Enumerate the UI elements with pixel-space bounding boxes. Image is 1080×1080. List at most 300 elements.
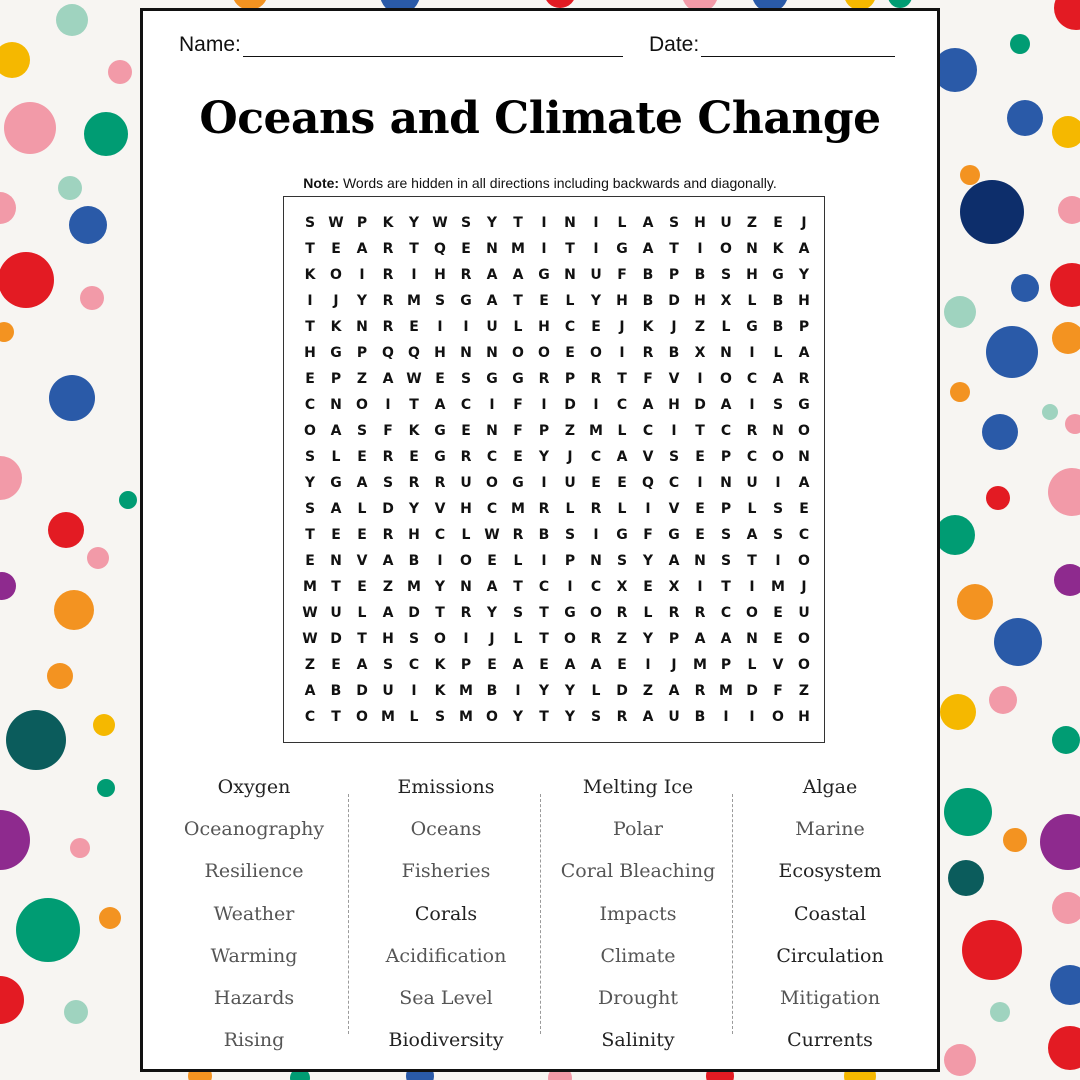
grid-letter: T — [539, 709, 549, 725]
grid-letter: N — [564, 215, 576, 231]
grid-letter: G — [564, 605, 576, 621]
grid-letter: A — [564, 657, 576, 673]
decorative-dot — [957, 584, 993, 620]
word-bank — [143, 766, 937, 1056]
grid-letter: A — [772, 371, 784, 387]
grid-letter: O — [460, 553, 472, 569]
grid-letter: I — [359, 267, 365, 283]
grid-letter: Y — [564, 683, 576, 699]
grid-letter: T — [357, 631, 367, 647]
grid-letter: V — [434, 501, 446, 517]
grid-letter: R — [382, 241, 394, 257]
grid-letter: M — [693, 657, 707, 673]
grid-letter: U — [746, 475, 758, 491]
decorative-dot — [1052, 322, 1080, 354]
grid-letter: Y — [486, 605, 498, 621]
grid-letter: Y — [538, 449, 550, 465]
grid-letter: C — [746, 449, 758, 465]
grid-letter: L — [617, 423, 627, 439]
worksheet-page — [140, 8, 940, 1072]
grid-letter: R — [382, 449, 394, 465]
grid-letter: R — [460, 267, 472, 283]
grid-letter: B — [772, 319, 784, 335]
grid-letter: B — [408, 553, 420, 569]
grid-letter: A — [720, 397, 732, 413]
grid-letter: W — [302, 631, 318, 647]
word-bank-item: Circulation — [776, 944, 884, 967]
grid-letter: M — [303, 579, 317, 595]
grid-letter: J — [489, 631, 495, 647]
word-bank-item: Marine — [795, 818, 865, 841]
grid-letter: H — [460, 501, 472, 517]
grid-letter: C — [408, 657, 420, 673]
grid-letter: I — [489, 397, 495, 413]
grid-letter: D — [668, 293, 680, 309]
word-bank-item: Ecosystem — [778, 860, 882, 883]
instructions-note — [143, 175, 937, 191]
grid-letter: D — [616, 683, 628, 699]
grid-letter: Z — [642, 683, 654, 699]
column-divider — [540, 794, 541, 1034]
grid-letter: N — [330, 553, 342, 569]
grid-letter: G — [486, 371, 498, 387]
name-label: Name: — [179, 33, 241, 56]
grid-letter: E — [617, 657, 627, 673]
decorative-dot — [108, 60, 132, 84]
grid-letter: Y — [356, 293, 368, 309]
letter-grid — [297, 210, 817, 730]
grid-letter: R — [590, 631, 602, 647]
grid-letter: Y — [642, 553, 654, 569]
grid-letter: P — [538, 423, 550, 439]
grid-letter: G — [798, 397, 810, 413]
grid-letter: C — [616, 397, 628, 413]
decorative-dot — [944, 788, 992, 836]
grid-letter: L — [747, 657, 757, 673]
grid-letter: A — [512, 267, 524, 283]
grid-letter: E — [799, 501, 809, 517]
decorative-dot — [6, 710, 66, 770]
decorative-dot — [84, 112, 128, 156]
decorative-dot — [1052, 116, 1080, 148]
grid-letter: S — [616, 553, 628, 569]
grid-letter: G — [330, 475, 342, 491]
grid-letter: W — [406, 371, 422, 387]
grid-row — [297, 704, 817, 730]
name-field[interactable] — [179, 33, 623, 57]
grid-letter: N — [720, 345, 732, 361]
grid-letter: O — [590, 605, 602, 621]
grid-letter: S — [720, 553, 732, 569]
grid-letter: T — [565, 241, 575, 257]
grid-letter: F — [643, 527, 653, 543]
grid-letter: O — [798, 657, 810, 673]
word-bank-item: Sea Level — [399, 986, 493, 1009]
grid-letter: A — [642, 215, 654, 231]
grid-letter: E — [773, 605, 783, 621]
word-bank-item: Mitigation — [779, 986, 881, 1009]
word-bank-item: Polar — [613, 818, 663, 841]
grid-letter: L — [513, 553, 523, 569]
grid-letter: G — [434, 449, 446, 465]
word-bank-item: Corals — [414, 902, 478, 925]
grid-letter: G — [668, 527, 680, 543]
grid-letter: B — [694, 267, 706, 283]
grid-letter: E — [539, 657, 549, 673]
grid-letter: A — [356, 657, 368, 673]
decorative-dot — [1048, 468, 1080, 516]
grid-letter: E — [357, 449, 367, 465]
grid-letter: Z — [564, 423, 576, 439]
decorative-dot — [989, 686, 1017, 714]
decorative-dot — [960, 180, 1024, 244]
decorative-dot — [1065, 414, 1080, 434]
grid-letter: G — [512, 475, 524, 491]
date-blank-line[interactable] — [701, 34, 895, 57]
grid-letter: A — [798, 345, 810, 361]
grid-letter: A — [356, 241, 368, 257]
grid-letter: H — [434, 345, 446, 361]
grid-letter: D — [408, 605, 420, 621]
grid-letter: Z — [616, 631, 628, 647]
grid-letter: R — [694, 683, 706, 699]
grid-letter: G — [512, 371, 524, 387]
grid-letter: C — [460, 397, 472, 413]
grid-row — [297, 496, 817, 522]
grid-letter: R — [616, 709, 628, 725]
grid-letter: J — [567, 449, 573, 465]
grid-letter: L — [331, 449, 341, 465]
grid-letter: L — [617, 215, 627, 231]
grid-letter: A — [486, 267, 498, 283]
grid-letter: T — [305, 241, 315, 257]
decorative-dot — [97, 779, 115, 797]
word-bank-item: Climate — [600, 944, 676, 967]
grid-letter: U — [486, 319, 498, 335]
grid-letter: A — [382, 371, 394, 387]
column-divider — [348, 794, 349, 1034]
grid-letter: S — [382, 657, 394, 673]
grid-letter: P — [460, 657, 472, 673]
decorative-dot — [1058, 196, 1080, 224]
grid-letter: U — [330, 605, 342, 621]
grid-letter: E — [591, 475, 601, 491]
grid-letter: I — [515, 683, 521, 699]
grid-letter: A — [590, 657, 602, 673]
grid-letter: C — [486, 501, 498, 517]
grid-letter: F — [513, 397, 523, 413]
grid-letter: Y — [642, 631, 654, 647]
grid-letter: R — [642, 345, 654, 361]
grid-letter: R — [538, 501, 550, 517]
grid-letter: A — [642, 709, 654, 725]
grid-letter: M — [511, 241, 525, 257]
grid-letter: E — [331, 527, 341, 543]
grid-letter: C — [486, 449, 498, 465]
grid-letter: W — [328, 215, 344, 231]
grid-row — [297, 262, 817, 288]
grid-letter: U — [798, 605, 810, 621]
grid-letter: J — [801, 579, 807, 595]
grid-letter: S — [356, 423, 368, 439]
grid-letter: T — [409, 241, 419, 257]
grid-letter: L — [773, 345, 783, 361]
grid-letter: E — [695, 449, 705, 465]
grid-letter: R — [382, 319, 394, 335]
grid-letter: R — [512, 527, 524, 543]
decorative-dot — [4, 102, 56, 154]
grid-letter: X — [694, 345, 706, 361]
grid-letter: O — [772, 709, 784, 725]
word-bank-item: Weather — [213, 902, 295, 925]
grid-letter: V — [772, 657, 784, 673]
grid-letter: A — [330, 423, 342, 439]
word-bank-item: Salinity — [601, 1029, 675, 1052]
grid-letter: B — [642, 293, 654, 309]
grid-letter: M — [459, 709, 473, 725]
grid-letter: V — [356, 553, 368, 569]
grid-letter: U — [564, 475, 576, 491]
grid-letter: I — [593, 215, 599, 231]
grid-letter: I — [437, 319, 443, 335]
grid-letter: B — [694, 709, 706, 725]
grid-letter: B — [538, 527, 550, 543]
grid-letter: I — [645, 657, 651, 673]
decorative-dot — [944, 296, 976, 328]
grid-letter: M — [407, 293, 421, 309]
grid-letter: S — [434, 709, 446, 725]
grid-letter: H — [408, 527, 420, 543]
grid-letter: F — [773, 683, 783, 699]
decorative-dot — [0, 976, 24, 1024]
grid-letter: C — [304, 709, 316, 725]
grid-letter: I — [749, 709, 755, 725]
word-bank-item: Oxygen — [217, 776, 291, 798]
decorative-dot — [990, 1002, 1010, 1022]
word-bank-item: Acidification — [385, 944, 507, 967]
grid-letter: E — [461, 241, 471, 257]
grid-letter: C — [434, 527, 446, 543]
grid-letter: A — [694, 631, 706, 647]
word-bank-item: Warming — [210, 944, 298, 967]
grid-letter: F — [617, 267, 627, 283]
grid-row — [297, 626, 817, 652]
grid-letter: N — [460, 579, 472, 595]
grid-letter: K — [434, 683, 446, 699]
grid-letter: L — [461, 527, 471, 543]
decorative-dot — [93, 714, 115, 736]
grid-letter: I — [671, 423, 677, 439]
grid-letter: A — [382, 553, 394, 569]
grid-letter: O — [486, 709, 498, 725]
grid-letter: I — [697, 475, 703, 491]
word-column-3 — [543, 766, 733, 1061]
grid-letter: I — [593, 397, 599, 413]
grid-letter: A — [798, 475, 810, 491]
grid-letter: M — [719, 683, 733, 699]
grid-letter: V — [668, 371, 680, 387]
grid-letter: E — [331, 241, 341, 257]
grid-letter: M — [771, 579, 785, 595]
grid-letter: L — [409, 709, 419, 725]
grid-letter: R — [382, 293, 394, 309]
grid-letter: F — [643, 371, 653, 387]
grid-letter: Y — [538, 683, 550, 699]
decorative-dot — [1007, 100, 1043, 136]
decorative-dot — [0, 322, 14, 342]
grid-letter: Y — [408, 501, 420, 517]
word-bank-item: Drought — [597, 986, 679, 1009]
decorative-dot — [87, 547, 109, 569]
grid-letter: D — [564, 397, 576, 413]
grid-letter: L — [617, 501, 627, 517]
grid-letter: G — [772, 267, 784, 283]
decorative-dot — [888, 0, 912, 8]
grid-letter: A — [486, 579, 498, 595]
decorative-dot — [0, 572, 16, 600]
grid-letter: S — [304, 501, 316, 517]
grid-letter: N — [590, 553, 602, 569]
grid-letter: Y — [564, 709, 576, 725]
decorative-dot — [1054, 564, 1080, 596]
word-column-1 — [159, 766, 349, 1061]
grid-letter: X — [720, 293, 732, 309]
grid-letter: A — [642, 397, 654, 413]
grid-letter: S — [460, 215, 472, 231]
grid-letter: A — [798, 241, 810, 257]
grid-letter: W — [484, 527, 500, 543]
grid-letter: E — [435, 371, 445, 387]
grid-letter: A — [668, 683, 680, 699]
grid-letter: T — [695, 423, 705, 439]
grid-letter: I — [697, 371, 703, 387]
grid-letter: L — [565, 501, 575, 517]
decorative-dot — [0, 42, 30, 78]
grid-letter: A — [668, 553, 680, 569]
grid-letter: L — [357, 605, 367, 621]
word-bank-item: Rising — [223, 1029, 285, 1052]
grid-letter: B — [668, 345, 680, 361]
grid-letter: J — [671, 657, 677, 673]
grid-letter: M — [407, 579, 421, 595]
grid-letter: H — [798, 709, 810, 725]
grid-row — [297, 418, 817, 444]
date-field[interactable] — [649, 33, 895, 57]
grid-letter: Z — [304, 657, 316, 673]
grid-letter: E — [487, 553, 497, 569]
grid-letter: S — [564, 527, 576, 543]
grid-letter: O — [720, 371, 732, 387]
grid-letter: J — [671, 319, 677, 335]
grid-letter: Y — [434, 579, 446, 595]
grid-letter: N — [798, 449, 810, 465]
grid-letter: L — [721, 319, 731, 335]
grid-letter: D — [330, 631, 342, 647]
grid-letter: E — [773, 631, 783, 647]
word-bank-item: Coral Bleaching — [560, 860, 716, 883]
grid-row — [297, 366, 817, 392]
grid-letter: T — [539, 605, 549, 621]
decorative-dot — [0, 810, 30, 870]
grid-letter: I — [723, 709, 729, 725]
word-bank-item: Oceanography — [183, 818, 325, 841]
name-blank-line[interactable] — [243, 34, 623, 57]
grid-letter: W — [432, 215, 448, 231]
grid-letter: O — [746, 605, 758, 621]
grid-letter: Y — [486, 215, 498, 231]
grid-letter: J — [333, 293, 339, 309]
grid-letter: C — [668, 475, 680, 491]
grid-letter: L — [747, 293, 757, 309]
grid-letter: Y — [590, 293, 602, 309]
grid-letter: T — [721, 579, 731, 595]
decorative-dot — [0, 456, 22, 500]
grid-letter: I — [567, 579, 573, 595]
decorative-dot — [1042, 404, 1058, 420]
word-bank-item: Biodiversity — [388, 1029, 504, 1052]
word-bank-item: Fisheries — [401, 860, 491, 883]
grid-letter: M — [589, 423, 603, 439]
grid-letter: K — [382, 215, 394, 231]
grid-letter: P — [798, 319, 810, 335]
decorative-dot — [1003, 828, 1027, 852]
grid-letter: U — [382, 683, 394, 699]
grid-letter: S — [772, 527, 784, 543]
grid-letter: I — [593, 241, 599, 257]
column-divider — [732, 794, 733, 1034]
note-label: Note: — [303, 175, 340, 191]
grid-letter: L — [747, 501, 757, 517]
grid-letter: E — [305, 553, 315, 569]
grid-letter: A — [434, 397, 446, 413]
grid-letter: O — [512, 345, 524, 361]
date-label: Date: — [649, 33, 700, 56]
word-search-grid — [283, 196, 825, 743]
decorative-dot — [962, 920, 1022, 980]
grid-letter: S — [668, 215, 680, 231]
grid-letter: N — [720, 475, 732, 491]
grid-letter: S — [304, 215, 316, 231]
grid-letter: P — [668, 631, 680, 647]
grid-letter: M — [511, 501, 525, 517]
grid-letter: O — [330, 267, 342, 283]
grid-letter: H — [694, 293, 706, 309]
grid-letter: O — [772, 449, 784, 465]
grid-letter: H — [798, 293, 810, 309]
grid-letter: P — [720, 501, 732, 517]
grid-letter: T — [435, 605, 445, 621]
decorative-dot — [1040, 814, 1080, 870]
grid-letter: S — [512, 605, 524, 621]
grid-letter: I — [749, 345, 755, 361]
grid-row — [297, 470, 817, 496]
grid-letter: G — [746, 319, 758, 335]
grid-letter: L — [565, 293, 575, 309]
grid-letter: P — [564, 553, 576, 569]
grid-letter: V — [668, 501, 680, 517]
decorative-dot — [1052, 726, 1080, 754]
grid-row — [297, 288, 817, 314]
grid-letter: O — [538, 345, 550, 361]
word-bank-item: Currents — [787, 1029, 873, 1052]
grid-letter: B — [330, 683, 342, 699]
decorative-dot — [16, 898, 80, 962]
grid-row — [297, 392, 817, 418]
grid-letter: S — [434, 293, 446, 309]
word-bank-item: Impacts — [599, 902, 677, 925]
grid-letter: C — [304, 397, 316, 413]
grid-letter: S — [720, 267, 732, 283]
